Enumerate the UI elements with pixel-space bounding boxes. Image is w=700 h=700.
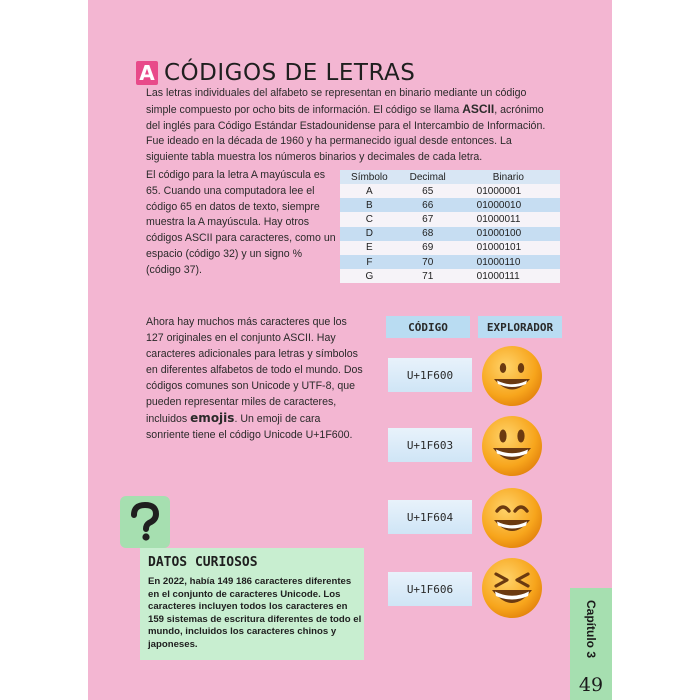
cell-symbol: C <box>340 212 399 226</box>
table-row <box>340 198 560 212</box>
cell-binary: 01000110 <box>457 255 560 269</box>
chapter-tab <box>570 588 612 700</box>
cell-decimal: 65 <box>399 184 457 198</box>
fun-facts-text: En 2022, había 149 186 caracteres diferentes en el conjunto de caracteres Unicode. Los caracteres incluyen todos los caracteres en 159 sistemas de escritura diferentes de todo el mundo, incluidos los caracteres chinos y japoneses. <box>148 576 362 650</box>
grinning-face-icon <box>480 344 544 408</box>
table-row <box>340 227 560 241</box>
cell-decimal: 71 <box>399 269 457 283</box>
unicode-text-1: Ahora hay muchos más caracteres que los 127 originales en el conjunto ASCII. Hay caracteres adicionales para letras y símbolos en diferentes alfabetos de todo el mundo. Dos códigos comunes son Unicode y UTF-8, que pueden representar miles de caracteres, incluidos <box>146 316 363 425</box>
unicode-code-box: U+1F600 <box>388 358 472 392</box>
cell-symbol: G <box>340 269 399 283</box>
code-column-header: CÓDIGO <box>386 316 470 338</box>
cell-binary: 01000111 <box>457 269 560 283</box>
unicode-code-box: U+1F603 <box>388 428 472 462</box>
cell-symbol: B <box>340 198 399 212</box>
table-row <box>340 241 560 255</box>
emojis-term: emojis <box>190 411 235 425</box>
table-row <box>340 269 560 283</box>
chapter-label: Capítulo 3 <box>584 599 598 658</box>
cell-binary: 01000010 <box>457 198 560 212</box>
table-row <box>340 255 560 269</box>
ascii-term: ASCII <box>462 101 495 116</box>
intro-text-1: Las letras individuales del alfabeto se representan en binario mediante un código simple compuesto por ocho bits de información. El código se llama <box>146 87 527 116</box>
cell-binary: 01000011 <box>457 212 560 226</box>
cell-symbol: F <box>340 255 399 269</box>
page-number: 49 <box>578 674 604 696</box>
cell-decimal: 69 <box>399 241 457 255</box>
unicode-code-box: U+1F606 <box>388 572 472 606</box>
cell-symbol: D <box>340 227 399 241</box>
question-mark-icon <box>120 496 170 548</box>
explorer-column-header: EXPLORADOR <box>478 316 562 338</box>
table-row <box>340 184 560 198</box>
cell-decimal: 70 <box>399 255 457 269</box>
ascii-table-header <box>340 170 560 184</box>
page-title: CÓDIGOS DE LETRAS <box>164 60 416 86</box>
ascii-explanation: El código para la letra A mayúscula es 65. Cuando una computadora lee el código 65 en datos de texto, siempre muestra la A mayúscula. Hay otros códigos ASCII para caracteres, como un espacio (código 32) y un signo % (código 37). <box>146 169 336 276</box>
fun-facts-title: DATOS CURIOSOS <box>148 555 258 570</box>
cell-binary: 01000101 <box>457 241 560 255</box>
unicode-text-2: . Un emoji de cara sonriente tiene el código Unicode U+1F600. <box>146 413 353 441</box>
cell-binary: 01000100 <box>457 227 560 241</box>
header-decimal: Decimal <box>399 170 457 184</box>
cell-decimal: 68 <box>399 227 457 241</box>
squinting-laughing-face-icon <box>480 556 544 620</box>
cell-symbol: E <box>340 241 399 255</box>
unicode-code-box: U+1F604 <box>388 500 472 534</box>
ascii-table <box>340 170 560 283</box>
unicode-paragraph <box>146 314 366 443</box>
section-title <box>136 58 415 88</box>
intro-paragraph <box>146 86 546 166</box>
intro-text-2: , acrónimo del inglés para Código Estándar Estadounidense para el Intercambio de Información. Fue ideado en la década de 1960 y ha permanecido igual desde entonces. La siguiente tabla muestra los números binarios y decimales de cada letra. <box>146 103 546 164</box>
header-symbol: Símbolo <box>340 170 399 184</box>
table-row <box>340 212 560 226</box>
grinning-big-eyes-face-icon <box>480 414 544 478</box>
header-binary: Binario <box>457 170 560 184</box>
section-letter: A <box>136 61 158 85</box>
grinning-smiling-eyes-face-icon <box>480 486 544 550</box>
cell-decimal: 67 <box>399 212 457 226</box>
cell-binary: 01000001 <box>457 184 560 198</box>
cell-decimal: 66 <box>399 198 457 212</box>
cell-symbol: A <box>340 184 399 198</box>
